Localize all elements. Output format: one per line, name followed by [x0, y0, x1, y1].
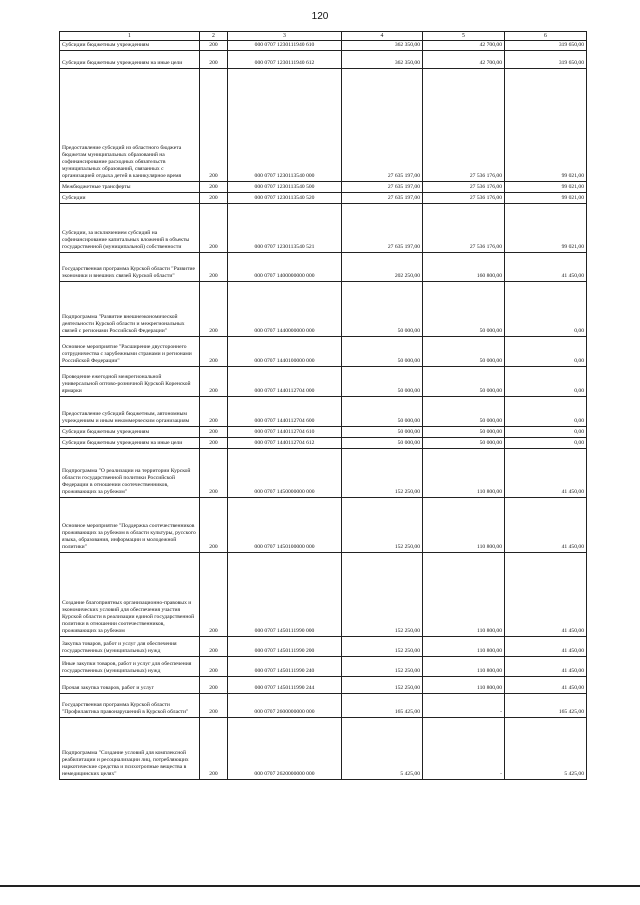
row-kbk-cell: 000 0707 1440000000 000 [228, 282, 342, 337]
row-prev-cell: 160 800,00 [423, 253, 505, 282]
column-header: 1 [60, 32, 200, 41]
table-row [60, 397, 587, 427]
row-prev-cell: 110 800,00 [423, 498, 505, 553]
row-kbk-cell: 000 0707 1440112704 610 [228, 427, 342, 438]
row-name-cell: Прочая закупка товаров, работ и услуг [60, 677, 200, 694]
row-diff-cell: 41 450,00 [505, 449, 587, 498]
row-kbk-cell: 000 0707 1450000000 000 [228, 449, 342, 498]
row-diff-cell: 41 450,00 [505, 677, 587, 694]
row-kbk-cell: 000 0707 1450111990 200 [228, 637, 342, 657]
row-code-cell: 200 [200, 204, 228, 253]
row-diff-cell: 41 450,00 [505, 637, 587, 657]
row-total-cell: 50 000,00 [342, 367, 423, 397]
row-diff-cell: 319 650,00 [505, 41, 587, 51]
row-kbk-cell: 000 0707 1230113540 520 [228, 193, 342, 204]
row-diff-cell: 5 425,00 [505, 718, 587, 780]
table-row [60, 367, 587, 397]
row-diff-cell: 0,00 [505, 337, 587, 367]
row-name-cell: Субсидии, за исключением субсидий на софинансирование капитальных вложений в объекты государственной (муниципальной) собственности [60, 204, 200, 253]
table-header-row [60, 32, 587, 41]
row-code-cell: 200 [200, 182, 228, 193]
table-row [60, 657, 587, 677]
row-prev-cell: 50 000,00 [423, 337, 505, 367]
table-row [60, 449, 587, 498]
row-kbk-cell: 000 0707 1230113540 000 [228, 69, 342, 182]
row-kbk-cell: 000 0707 1440112704 600 [228, 397, 342, 427]
table-row [60, 69, 587, 182]
row-diff-cell: 41 450,00 [505, 657, 587, 677]
row-code-cell: 200 [200, 657, 228, 677]
row-code-cell: 200 [200, 677, 228, 694]
row-code-cell: 200 [200, 498, 228, 553]
row-name-cell: Субсидии [60, 193, 200, 204]
row-diff-cell: 41 450,00 [505, 253, 587, 282]
row-prev-cell: 27 536 176,00 [423, 204, 505, 253]
row-kbk-cell: 000 0707 1230111940 612 [228, 51, 342, 69]
row-prev-cell: 50 000,00 [423, 427, 505, 438]
row-name-cell: Предоставление субсидий бюджетным, автономным учреждениям и иным некоммерческим организациям [60, 397, 200, 427]
row-total-cell: 5 425,00 [342, 718, 423, 780]
row-kbk-cell: 000 0707 2600000000 000 [228, 694, 342, 718]
row-diff-cell: 99 021,00 [505, 193, 587, 204]
row-total-cell: 152 250,00 [342, 553, 423, 637]
row-code-cell: 200 [200, 637, 228, 657]
row-prev-cell: 110 800,00 [423, 677, 505, 694]
row-diff-cell: 41 450,00 [505, 553, 587, 637]
row-diff-cell: 99 021,00 [505, 204, 587, 253]
row-prev-cell: 50 000,00 [423, 397, 505, 427]
row-kbk-cell: 000 0707 1440112704 612 [228, 438, 342, 449]
row-code-cell: 200 [200, 449, 228, 498]
column-header: 3 [228, 32, 342, 41]
row-diff-cell: 0,00 [505, 367, 587, 397]
row-kbk-cell: 000 0707 1400000000 000 [228, 253, 342, 282]
row-diff-cell: 0,00 [505, 427, 587, 438]
row-name-cell: Закупка товаров, работ и услуг для обеспечения государственных (муниципальных) нужд [60, 637, 200, 657]
row-diff-cell: 319 650,00 [505, 51, 587, 69]
row-code-cell: 200 [200, 397, 228, 427]
column-header: 2 [200, 32, 228, 41]
table-row [60, 694, 587, 718]
row-kbk-cell: 000 0707 1230113540 521 [228, 204, 342, 253]
row-total-cell: 27 635 197,00 [342, 69, 423, 182]
table-row [60, 193, 587, 204]
row-diff-cell: 0,00 [505, 397, 587, 427]
row-name-cell: Создание благоприятных организационно-правовых и экономических условий для обеспечения участия Курской области в реализации единой государственной политики в отношении соотечественников, проживающих за рубежом [60, 553, 200, 637]
row-diff-cell: 165 425,00 [505, 694, 587, 718]
table-row [60, 41, 587, 51]
row-code-cell: 200 [200, 253, 228, 282]
row-code-cell: 200 [200, 427, 228, 438]
row-total-cell: 362 350,00 [342, 51, 423, 69]
row-total-cell: 50 000,00 [342, 282, 423, 337]
row-code-cell: 200 [200, 41, 228, 51]
row-prev-cell: 42 700,00 [423, 51, 505, 69]
row-prev-cell: 110 800,00 [423, 553, 505, 637]
row-name-cell: Субсидии бюджетным учреждениям на иные цели [60, 438, 200, 449]
row-total-cell: 50 000,00 [342, 427, 423, 438]
row-kbk-cell: 000 0707 2620000000 000 [228, 718, 342, 780]
row-prev-cell: 27 536 176,00 [423, 182, 505, 193]
bottom-rule [0, 885, 640, 887]
table-row [60, 553, 587, 637]
row-diff-cell: 0,00 [505, 438, 587, 449]
row-total-cell: 27 635 197,00 [342, 182, 423, 193]
row-total-cell: 152 250,00 [342, 637, 423, 657]
row-name-cell: Субсидии бюджетным учреждениям на иные цели [60, 51, 200, 69]
table-row [60, 51, 587, 69]
row-name-cell: Государственная программа Курской области "Профилактика правонарушений в Курской области" [60, 694, 200, 718]
row-code-cell: 200 [200, 51, 228, 69]
column-header: 5 [423, 32, 505, 41]
row-total-cell: 50 000,00 [342, 438, 423, 449]
row-code-cell: 200 [200, 337, 228, 367]
row-diff-cell: 99 021,00 [505, 182, 587, 193]
table-row [60, 204, 587, 253]
row-name-cell: Подпрограмма "Развитие внешнеэкономической деятельности Курской области и межрегиональных связей с регионами Российской Федерации" [60, 282, 200, 337]
row-prev-cell: 50 000,00 [423, 282, 505, 337]
row-diff-cell: 99 021,00 [505, 69, 587, 182]
row-total-cell: 152 250,00 [342, 498, 423, 553]
row-name-cell: Межбюджетные трансферты [60, 182, 200, 193]
row-diff-cell: 0,00 [505, 282, 587, 337]
row-code-cell: 200 [200, 438, 228, 449]
row-diff-cell: 41 450,00 [505, 498, 587, 553]
row-name-cell: Подпрограмма "Создание условий для комплексной реабилитации и ресоциализации лиц, потребляющих наркотические средства и психотропные вещества в немедицинских целях" [60, 718, 200, 780]
row-prev-cell: 50 000,00 [423, 367, 505, 397]
row-prev-cell: 50 000,00 [423, 438, 505, 449]
row-prev-cell: 27 536 176,00 [423, 193, 505, 204]
row-prev-cell: 110 800,00 [423, 657, 505, 677]
row-kbk-cell: 000 0707 1440112704 000 [228, 367, 342, 397]
page-number: 120 [311, 11, 329, 22]
row-total-cell: 152 250,00 [342, 657, 423, 677]
row-name-cell: Подпрограмма "О реализации на территории Курской области государственной политики Российской Федерации в отношении соотечественников, проживающих за рубежом" [60, 449, 200, 498]
row-name-cell: Субсидии бюджетным учреждениям [60, 41, 200, 51]
row-name-cell: Проведение ежегодной межрегиональной универсальной оптово-розничной Курской Коренской ярмарки [60, 367, 200, 397]
row-name-cell: Субсидии бюджетным учреждениям [60, 427, 200, 438]
row-code-cell: 200 [200, 193, 228, 204]
row-code-cell: 200 [200, 694, 228, 718]
row-total-cell: 27 635 197,00 [342, 193, 423, 204]
row-total-cell: 50 000,00 [342, 397, 423, 427]
row-total-cell: 152 250,00 [342, 449, 423, 498]
row-kbk-cell: 000 0707 1450100000 000 [228, 498, 342, 553]
row-code-cell: 200 [200, 69, 228, 182]
row-prev-cell: 110 800,00 [423, 449, 505, 498]
budget-table [59, 31, 587, 780]
row-name-cell: Государственная программа Курской области "Развитие экономики и внешних связей Курской области" [60, 253, 200, 282]
table-row [60, 427, 587, 438]
row-prev-cell: - [423, 694, 505, 718]
row-total-cell: 50 000,00 [342, 337, 423, 367]
row-name-cell: Основное мероприятие "Расширение двустороннего сотрудничества с зарубежными странами и регионами Российской Федерации" [60, 337, 200, 367]
row-total-cell: 202 250,00 [342, 253, 423, 282]
row-total-cell: 362 350,00 [342, 41, 423, 51]
row-prev-cell: 110 800,00 [423, 637, 505, 657]
row-code-cell: 200 [200, 553, 228, 637]
table-row [60, 438, 587, 449]
table-row [60, 718, 587, 780]
row-kbk-cell: 000 0707 1450111990 240 [228, 657, 342, 677]
row-kbk-cell: 000 0707 1230111940 610 [228, 41, 342, 51]
row-kbk-cell: 000 0707 1230113540 500 [228, 182, 342, 193]
table-row [60, 637, 587, 657]
table-row [60, 253, 587, 282]
column-header: 6 [505, 32, 587, 41]
row-prev-cell: - [423, 718, 505, 780]
row-name-cell: Основное мероприятие "Поддержка соотечественников проживающих за рубежом в области культуры, русского языка, образования, информации и молодежной политики" [60, 498, 200, 553]
row-kbk-cell: 000 0707 1440100000 000 [228, 337, 342, 367]
row-code-cell: 200 [200, 282, 228, 337]
row-code-cell: 200 [200, 367, 228, 397]
table-row [60, 498, 587, 553]
row-prev-cell: 42 700,00 [423, 41, 505, 51]
column-header: 4 [342, 32, 423, 41]
row-total-cell: 165 425,00 [342, 694, 423, 718]
row-kbk-cell: 000 0707 1450111990 244 [228, 677, 342, 694]
table-row [60, 337, 587, 367]
row-prev-cell: 27 536 176,00 [423, 69, 505, 182]
row-name-cell: Иные закупки товаров, работ и услуг для обеспечения государственных (муниципальных) нужд [60, 657, 200, 677]
table-row [60, 282, 587, 337]
table-row [60, 677, 587, 694]
row-total-cell: 152 250,00 [342, 677, 423, 694]
table-row [60, 182, 587, 193]
row-code-cell: 200 [200, 718, 228, 780]
row-kbk-cell: 000 0707 1450111990 000 [228, 553, 342, 637]
row-name-cell: Предоставление субсидий из областного бюджета бюджетам муниципальных образований на софинансирование расходных обязательств муниципальных образований, связанных с организацией отдыха детей в каникулярное время [60, 69, 200, 182]
row-total-cell: 27 635 197,00 [342, 204, 423, 253]
